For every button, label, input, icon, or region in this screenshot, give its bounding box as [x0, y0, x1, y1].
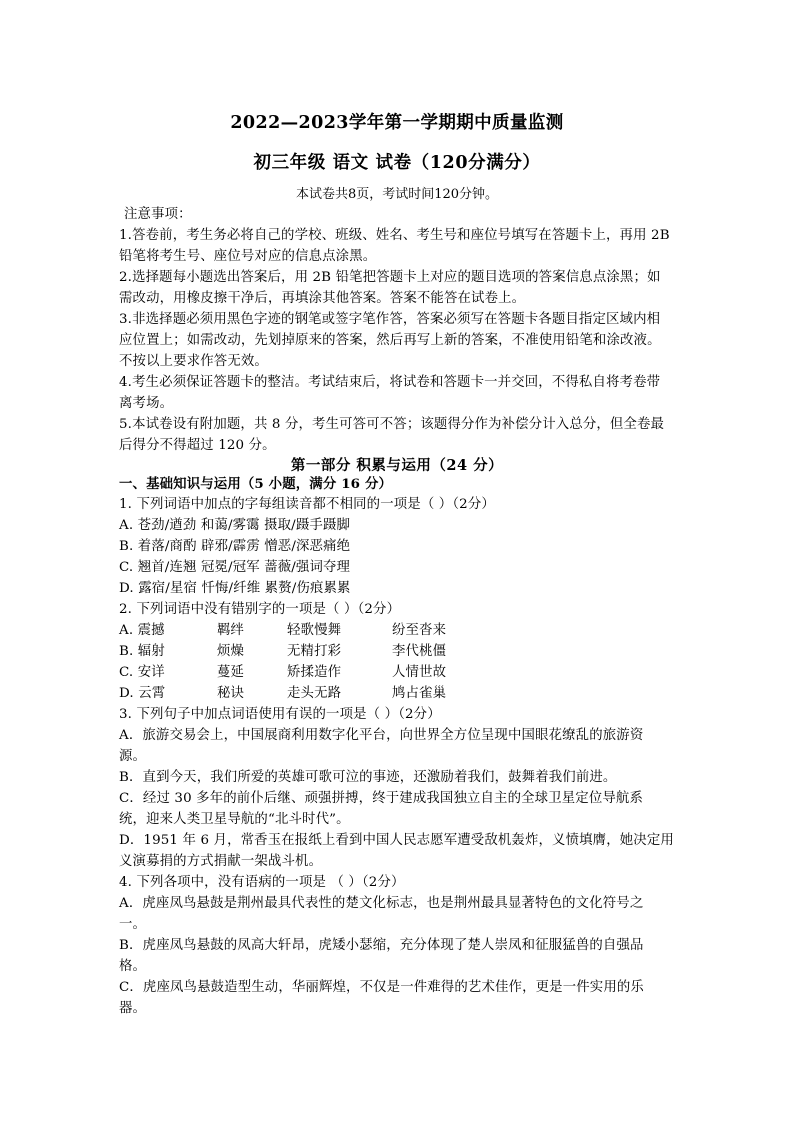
option-cell: 无精打彩 — [287, 644, 342, 659]
option-cell: 蔓延 — [217, 665, 245, 680]
question-option: B. 着落/商酌 辟邪/霹雳 憎恶/深恶痛绝 — [119, 539, 351, 554]
option-cell: D. 云霄 — [119, 686, 166, 701]
question-line: D．1951 年 6 月，常香玉在报纸上看到中国人民志愿军遭受敌机轰炸，义愤填膺，她决定用 — [119, 833, 674, 848]
option-cell: 走头无路 — [287, 686, 342, 701]
option-cell: 人情世故 — [392, 665, 447, 680]
notice-line: 后得分不得超过 120 分。 — [119, 438, 276, 453]
notice-line: 2.选择题每小题选出答案后，用 2B 铅笔把答题卡上对应的题目选项的答案信息点涂黑；如 — [119, 270, 661, 285]
question-line: 格。 — [119, 959, 147, 974]
notice-line: 1.答卷前，考生务必将自己的学校、班级、姓名、考生号和座位号填写在答题卡上，再用 2B — [119, 228, 670, 243]
notice-line: 应位置上；如需改动，先划掉原来的答案，然后再写上新的答案，不准使用铅笔和涂改液。 — [119, 333, 661, 348]
option-cell: B. 辐射 — [119, 644, 165, 659]
option-cell: 鸠占雀巢 — [392, 686, 447, 701]
option-cell: C. 安详 — [119, 665, 165, 680]
question-line: 一。 — [119, 917, 147, 932]
notice-line: 铅笔将考生号、座位号对应的信息点涂黑。 — [119, 249, 377, 264]
exam-info: 本试卷共8页，考试时间120分钟。 — [295, 187, 499, 202]
option-cell: 秘诀 — [217, 686, 245, 701]
exam-subtitle: 初三年级 语文 试卷（120分满分） — [253, 153, 541, 173]
question-line: B．虎座凤鸟悬鼓的凤高大轩昂，虎矮小瑟缩，充分体现了楚人崇凤和征服猛兽的自强品 — [119, 938, 644, 953]
notice-line: 3.非选择题必须用黑色字迹的钢笔或签字笔作答，答案必须写在答题卡各题目指定区域内相 — [119, 312, 661, 327]
question-line: 器。 — [119, 1001, 147, 1016]
question-line: C．经过 30 多年的前仆后继、顽强拼搏，终于建成我国独立自主的全球卫星定位导航系 — [119, 791, 644, 806]
question-line: B．直到今天，我们所爱的英雄可歌可泣的事迹，还激励着我们，鼓舞着我们前进。 — [119, 770, 617, 785]
question-stem: 3. 下列句子中加点词语使用有误的一项是（ ）（2分） — [119, 707, 441, 722]
question-line: C．虎座凤鸟悬鼓造型生动，华丽辉煌，不仅是一件难得的艺术佳作，更是一件实用的乐 — [119, 980, 644, 995]
question-stem: 2. 下列词语中没有错别字的一项是（ ）（2分） — [119, 602, 401, 617]
part-title: 第一部分 积累与运用（24 分） — [290, 457, 504, 474]
notice-line: 5.本试卷设有附加题，共 8 分，考生可答可不答；该题得分作为补偿分计入总分，但全卷最 — [119, 417, 665, 432]
question-stem: 4. 下列各项中，没有语病的一项是 （ ）（2分） — [119, 875, 405, 890]
option-cell: 羁绊 — [217, 623, 245, 638]
notice-line: 需改动，用橡皮擦干净后，再填涂其他答案。答案不能答在试卷上。 — [119, 291, 526, 306]
question-stem: 1. 下列词语中加点的字每组读音都不相同的一项是（ ）（2分） — [119, 497, 495, 512]
question-option: D. 露宿/星宿 忏悔/纤维 累赘/伤痕累累 — [119, 581, 351, 596]
notice-line: 4.考生必须保证答题卡的整洁。考试结束后，将试卷和答题卡一并交回，不得私自将考卷带 — [119, 375, 661, 390]
question-option: C. 翘首/连翘 冠冕/冠军 蔷薇/强词夺理 — [119, 560, 351, 575]
question-line: A．虎座凤鸟悬鼓是荆州最具代表性的楚文化标志，也是荆州最具显著特色的文化符号之 — [119, 896, 644, 911]
option-cell: A. 震撼 — [119, 623, 165, 638]
exam-title: 2022—2023学年第一学期期中质量监测 — [230, 113, 564, 133]
option-cell: 矫揉造作 — [287, 665, 342, 680]
option-cell: 纷至沓来 — [392, 623, 447, 638]
question-line: 义演募捐的方式捐献一架战斗机。 — [119, 854, 323, 869]
question-line: A．旅游交易会上，中国展商利用数字化平台，向世界全方位呈现中国眼花缭乱的旅游资 — [119, 728, 644, 743]
section-heading: 一、基础知识与运用（5 小题，满分 16 分） — [119, 476, 393, 492]
option-cell: 李代桃僵 — [392, 644, 447, 659]
option-cell: 轻歌慢舞 — [287, 623, 342, 638]
option-cell: 烦燥 — [217, 644, 245, 659]
question-option: A. 苍劲/遒劲 和蔼/雾霭 摄取/蹑手蹑脚 — [119, 518, 350, 533]
notice-line: 离考场。 — [119, 396, 174, 411]
question-line: 源。 — [119, 749, 147, 764]
question-line: 统，迎来人类卫星导航的“北斗时代”。 — [119, 812, 350, 827]
notice-heading: 注意事项： — [124, 207, 192, 222]
notice-line: 不按以上要求作答无效。 — [119, 354, 268, 369]
